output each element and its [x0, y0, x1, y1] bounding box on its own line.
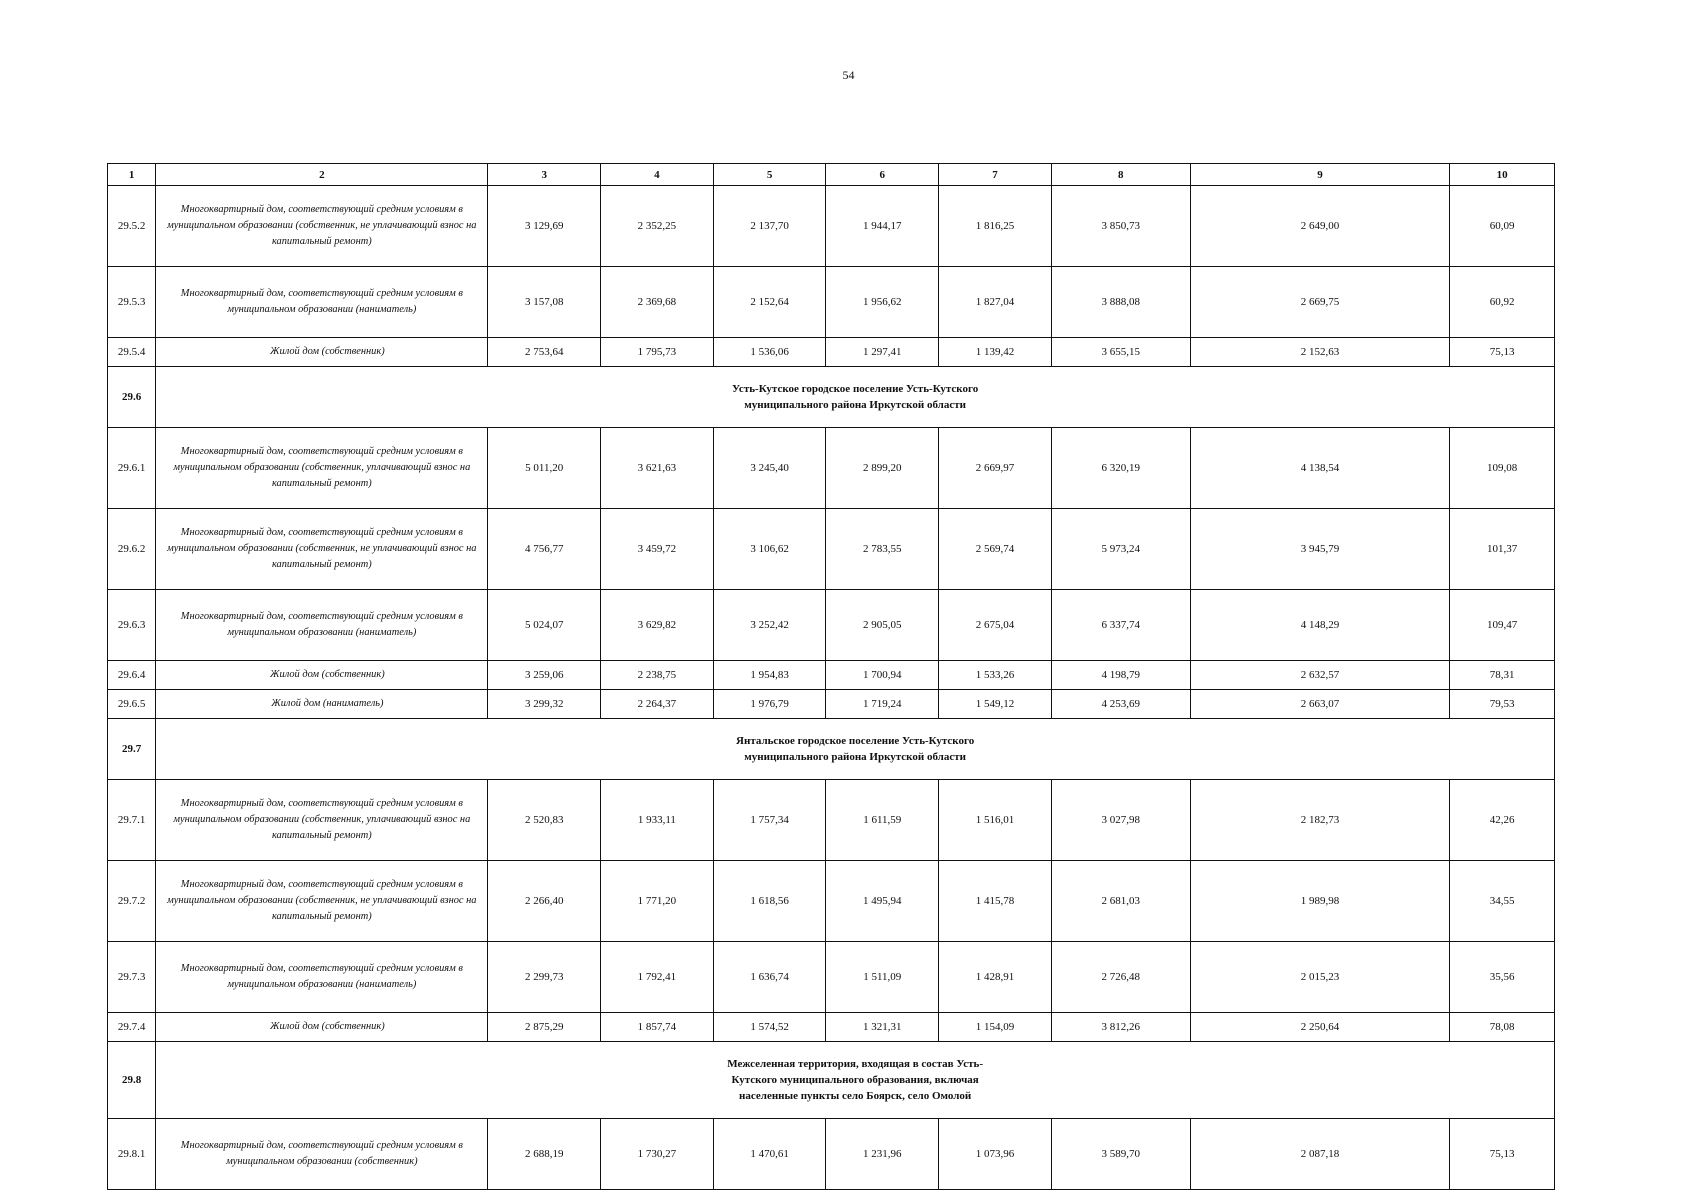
- header-cell: 3: [488, 164, 601, 186]
- section-title-text: Межселенная территория, входящая в состав Усть-Кутского муниципального образования, включая населенные пункты село Боярск, село Омолой: [727, 1058, 984, 1102]
- value-cell: 3 888,08: [1051, 267, 1190, 338]
- table-row: [108, 338, 1555, 367]
- value-cell: 1 139,42: [939, 338, 1052, 367]
- section-id: 29.6: [108, 367, 156, 428]
- value-cell: 42,26: [1450, 780, 1555, 861]
- value-cell: 2 726,48: [1051, 942, 1190, 1013]
- value-cell: 2 152,64: [713, 267, 826, 338]
- value-cell: 1 933,11: [601, 780, 714, 861]
- value-cell: 4 148,29: [1190, 590, 1450, 661]
- value-cell: 2 753,64: [488, 338, 601, 367]
- row-id: 29.6.1: [108, 428, 156, 509]
- row-id: 29.6.4: [108, 661, 156, 690]
- value-cell: 1 976,79: [713, 690, 826, 719]
- value-cell: 3 252,42: [713, 590, 826, 661]
- row-id: 29.5.3: [108, 267, 156, 338]
- value-cell: 2 264,37: [601, 690, 714, 719]
- value-cell: 1 618,56: [713, 861, 826, 942]
- value-cell: 1 771,20: [601, 861, 714, 942]
- section-row: [108, 367, 1555, 428]
- header-cell: 2: [156, 164, 488, 186]
- value-cell: 2 669,97: [939, 428, 1052, 509]
- value-cell: 1 511,09: [826, 942, 939, 1013]
- value-cell: 1 297,41: [826, 338, 939, 367]
- table-row: [108, 1119, 1555, 1190]
- row-id: 29.7.1: [108, 780, 156, 861]
- value-cell: 1 636,74: [713, 942, 826, 1013]
- value-cell: 3 655,15: [1051, 338, 1190, 367]
- value-cell: 4 198,79: [1051, 661, 1190, 690]
- value-cell: 3 589,70: [1051, 1119, 1190, 1190]
- value-cell: 1 231,96: [826, 1119, 939, 1190]
- value-cell: 1 536,06: [713, 338, 826, 367]
- header-cell: 1: [108, 164, 156, 186]
- table-row: [108, 942, 1555, 1013]
- value-cell: 2 875,29: [488, 1013, 601, 1042]
- row-description: Жилой дом (собственник): [156, 338, 488, 367]
- value-cell: 3 850,73: [1051, 186, 1190, 267]
- value-cell: 1 154,09: [939, 1013, 1052, 1042]
- value-cell: 1 415,78: [939, 861, 1052, 942]
- header-cell: 7: [939, 164, 1052, 186]
- value-cell: 2 266,40: [488, 861, 601, 942]
- header-cell: 8: [1051, 164, 1190, 186]
- value-cell: 4 756,77: [488, 509, 601, 590]
- row-description: Многоквартирный дом, соответствующий средним условиям в муниципальном образовании (собственник, уплачивающий взнос на капитальный ремонт): [156, 780, 488, 861]
- section-id: 29.8: [108, 1042, 156, 1119]
- value-cell: 1 470,61: [713, 1119, 826, 1190]
- value-cell: 2 681,03: [1051, 861, 1190, 942]
- value-cell: 2 669,75: [1190, 267, 1450, 338]
- value-cell: 2 238,75: [601, 661, 714, 690]
- value-cell: 2 649,00: [1190, 186, 1450, 267]
- table-body: [108, 164, 1555, 1190]
- value-cell: 4 253,69: [1051, 690, 1190, 719]
- row-id: 29.6.2: [108, 509, 156, 590]
- value-cell: 2 783,55: [826, 509, 939, 590]
- value-cell: 4 138,54: [1190, 428, 1450, 509]
- value-cell: 1 719,24: [826, 690, 939, 719]
- table-row: [108, 186, 1555, 267]
- value-cell: 1 549,12: [939, 690, 1052, 719]
- value-cell: 2 087,18: [1190, 1119, 1450, 1190]
- value-cell: 3 129,69: [488, 186, 601, 267]
- value-cell: 60,09: [1450, 186, 1555, 267]
- value-cell: 1 516,01: [939, 780, 1052, 861]
- value-cell: 3 259,06: [488, 661, 601, 690]
- value-cell: 1 611,59: [826, 780, 939, 861]
- row-id: 29.7.4: [108, 1013, 156, 1042]
- row-description: Многоквартирный дом, соответствующий средним условиям в муниципальном образовании (собственник, не уплачивающий взнос на капитальный ремонт): [156, 509, 488, 590]
- value-cell: 3 812,26: [1051, 1013, 1190, 1042]
- value-cell: 109,08: [1450, 428, 1555, 509]
- table-row: [108, 428, 1555, 509]
- row-id: 29.5.2: [108, 186, 156, 267]
- table-row: [108, 861, 1555, 942]
- value-cell: 1 700,94: [826, 661, 939, 690]
- value-cell: 6 320,19: [1051, 428, 1190, 509]
- value-cell: 2 569,74: [939, 509, 1052, 590]
- header-cell: 4: [601, 164, 714, 186]
- value-cell: 2 899,20: [826, 428, 939, 509]
- value-cell: 3 027,98: [1051, 780, 1190, 861]
- section-title: [156, 1042, 1555, 1119]
- value-cell: 75,13: [1450, 338, 1555, 367]
- value-cell: 2 675,04: [939, 590, 1052, 661]
- section-row: [108, 719, 1555, 780]
- value-cell: 5 011,20: [488, 428, 601, 509]
- value-cell: 2 015,23: [1190, 942, 1450, 1013]
- row-description: Многоквартирный дом, соответствующий средним условиям в муниципальном образовании (собственник): [156, 1119, 488, 1190]
- row-id: 29.8.1: [108, 1119, 156, 1190]
- row-description: Жилой дом (собственник): [156, 661, 488, 690]
- row-description: Многоквартирный дом, соответствующий средним условиям в муниципальном образовании (наниматель): [156, 590, 488, 661]
- value-cell: 1 944,17: [826, 186, 939, 267]
- section-title: [156, 367, 1555, 428]
- value-cell: 3 245,40: [713, 428, 826, 509]
- value-cell: 3 299,32: [488, 690, 601, 719]
- row-description: Многоквартирный дом, соответствующий средним условиям в муниципальном образовании (собственник, не уплачивающий взнос на капитальный ремонт): [156, 861, 488, 942]
- table-row: [108, 267, 1555, 338]
- row-description: Жилой дом (собственник): [156, 1013, 488, 1042]
- section-title-text: Янтальское городское поселение Усть-Кутского муниципального района Иркутской области: [736, 735, 975, 763]
- value-cell: 78,31: [1450, 661, 1555, 690]
- value-cell: 6 337,74: [1051, 590, 1190, 661]
- value-cell: 1 954,83: [713, 661, 826, 690]
- table-row: [108, 509, 1555, 590]
- value-cell: 3 106,62: [713, 509, 826, 590]
- value-cell: 1 795,73: [601, 338, 714, 367]
- value-cell: 2 137,70: [713, 186, 826, 267]
- value-cell: 3 945,79: [1190, 509, 1450, 590]
- row-id: 29.7.3: [108, 942, 156, 1013]
- row-description: Многоквартирный дом, соответствующий средним условиям в муниципальном образовании (наниматель): [156, 267, 488, 338]
- row-description: Многоквартирный дом, соответствующий средним условиям в муниципальном образовании (собственник, уплачивающий взнос на капитальный ремонт): [156, 428, 488, 509]
- row-description: Многоквартирный дом, соответствующий средним условиям в муниципальном образовании (собственник, не уплачивающий взнос на капитальный ремонт): [156, 186, 488, 267]
- row-id: 29.6.5: [108, 690, 156, 719]
- table-row: [108, 690, 1555, 719]
- value-cell: 101,37: [1450, 509, 1555, 590]
- value-cell: 1 989,98: [1190, 861, 1450, 942]
- value-cell: 79,53: [1450, 690, 1555, 719]
- header-row: [108, 164, 1555, 186]
- row-id: 29.6.3: [108, 590, 156, 661]
- section-title-text: Усть-Кутское городское поселение Усть-Кутского муниципального района Иркутской области: [732, 383, 979, 411]
- value-cell: 1 816,25: [939, 186, 1052, 267]
- table-row: [108, 661, 1555, 690]
- value-cell: 2 905,05: [826, 590, 939, 661]
- value-cell: 3 629,82: [601, 590, 714, 661]
- header-cell: 6: [826, 164, 939, 186]
- value-cell: 5 024,07: [488, 590, 601, 661]
- value-cell: 2 152,63: [1190, 338, 1450, 367]
- row-description: Многоквартирный дом, соответствующий средним условиям в муниципальном образовании (наниматель): [156, 942, 488, 1013]
- value-cell: 2 250,64: [1190, 1013, 1450, 1042]
- value-cell: 3 157,08: [488, 267, 601, 338]
- table-row: [108, 1013, 1555, 1042]
- section-id: 29.7: [108, 719, 156, 780]
- value-cell: 2 182,73: [1190, 780, 1450, 861]
- value-cell: 1 495,94: [826, 861, 939, 942]
- value-cell: 75,13: [1450, 1119, 1555, 1190]
- value-cell: 1 428,91: [939, 942, 1052, 1013]
- value-cell: 1 730,27: [601, 1119, 714, 1190]
- value-cell: 1 757,34: [713, 780, 826, 861]
- value-cell: 1 574,52: [713, 1013, 826, 1042]
- value-cell: 2 632,57: [1190, 661, 1450, 690]
- value-cell: 3 459,72: [601, 509, 714, 590]
- table-row: [108, 780, 1555, 861]
- section-title: [156, 719, 1555, 780]
- value-cell: 1 533,26: [939, 661, 1052, 690]
- value-cell: 1 827,04: [939, 267, 1052, 338]
- value-cell: 1 956,62: [826, 267, 939, 338]
- value-cell: 2 369,68: [601, 267, 714, 338]
- page-number: 54: [842, 68, 855, 82]
- value-cell: 78,08: [1450, 1013, 1555, 1042]
- value-cell: 35,56: [1450, 942, 1555, 1013]
- value-cell: 2 352,25: [601, 186, 714, 267]
- value-cell: 1 792,41: [601, 942, 714, 1013]
- value-cell: 3 621,63: [601, 428, 714, 509]
- header-cell: 10: [1450, 164, 1555, 186]
- value-cell: 5 973,24: [1051, 509, 1190, 590]
- table-row: [108, 590, 1555, 661]
- value-cell: 2 520,83: [488, 780, 601, 861]
- value-cell: 2 663,07: [1190, 690, 1450, 719]
- tariff-table: [107, 163, 1555, 1190]
- row-id: 29.5.4: [108, 338, 156, 367]
- value-cell: 2 299,73: [488, 942, 601, 1013]
- value-cell: 109,47: [1450, 590, 1555, 661]
- value-cell: 1 321,31: [826, 1013, 939, 1042]
- row-id: 29.7.2: [108, 861, 156, 942]
- value-cell: 60,92: [1450, 267, 1555, 338]
- header-cell: 9: [1190, 164, 1450, 186]
- value-cell: 1 857,74: [601, 1013, 714, 1042]
- value-cell: 1 073,96: [939, 1119, 1052, 1190]
- value-cell: 34,55: [1450, 861, 1555, 942]
- value-cell: 2 688,19: [488, 1119, 601, 1190]
- section-row: [108, 1042, 1555, 1119]
- row-description: Жилой дом (наниматель): [156, 690, 488, 719]
- header-cell: 5: [713, 164, 826, 186]
